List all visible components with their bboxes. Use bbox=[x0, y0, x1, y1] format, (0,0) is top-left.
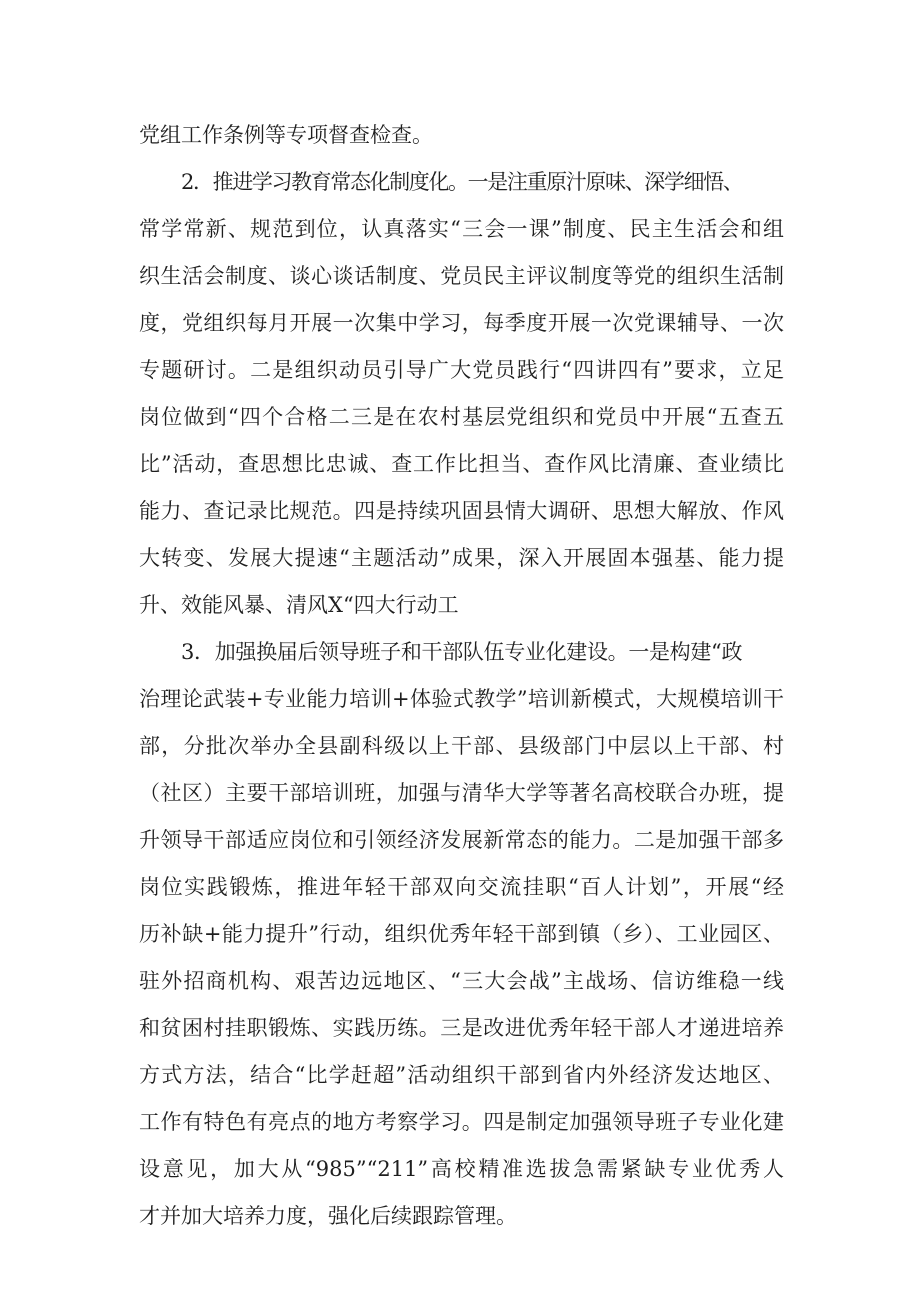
text-line: 能力、查记录比规范。四是持续巩固县情大调研、思想大解放、作风 bbox=[139, 499, 784, 523]
text-line: 大转变、发展大提速“主题活动”成果，深入开展固本强基、能力提 bbox=[139, 546, 784, 570]
text-line: 3．加强换届后领导班子和干部队伍专业化建设。一是构建“政 bbox=[181, 640, 743, 664]
text-line: 党组工作条例等专项督查检查。 bbox=[139, 123, 433, 147]
text-line: 工作有特色有亮点的地方考察学习。四是制定加强领导班子专业化建 bbox=[139, 1110, 784, 1134]
text-line: 方式方法，结合“比学赶超”活动组织干部到省内外经济发达地区、 bbox=[139, 1063, 784, 1087]
text-line: 专题研讨。二是组织动员引导广大党员践行“四讲四有”要求，立足 bbox=[139, 358, 784, 382]
text-line: 岗位做到“四个合格二三是在农村基层党组织和党员中开展“五查五 bbox=[139, 405, 784, 429]
document-body bbox=[139, 112, 784, 1240]
text-line: 常学常新、规范到位，认真落实“三会一课”制度、民主生活会和组 bbox=[139, 217, 784, 241]
text-line: 度，党组织每月开展一次集中学习，每季度开展一次党课辅导、一次 bbox=[139, 311, 784, 335]
text-line: 部，分批次举办全县副科级以上干部、县级部门中层以上干部、村 bbox=[139, 734, 784, 758]
text-line: 驻外招商机构、艰苦边远地区、“三大会战”主战场、信访维稳一线 bbox=[139, 969, 784, 993]
text-line: 岗位实践锻炼，推进年轻干部双向交流挂职“百人计划”，开展“经 bbox=[139, 875, 784, 899]
text-line: 历补缺+能力提升”行动，组织优秀年轻干部到镇（乡）、工业园区、 bbox=[139, 922, 784, 946]
text-line: 2．推进学习教育常态化制度化。一是注重原汁原味、深学细悟、 bbox=[181, 170, 743, 194]
text-line: 和贫困村挂职锻炼、实践历练。三是改进优秀年轻干部人才递进培养 bbox=[139, 1016, 784, 1040]
text-line: 设意见，加大从“985”“211”高校精准选拔急需紧缺专业优秀人 bbox=[139, 1157, 784, 1181]
text-line: 织生活会制度、谈心谈话制度、党员民主评议制度等党的组织生活制 bbox=[139, 264, 784, 288]
text-line: 比”活动，查思想比忠诚、查工作比担当、查作风比清廉、查业绩比 bbox=[139, 452, 784, 476]
text-line: 升领导干部适应岗位和引领经济发展新常态的能力。二是加强干部多 bbox=[139, 828, 784, 852]
text-line: 升、效能风暴、清风X“四大行动工 bbox=[139, 593, 459, 617]
text-line: 治理论武装+专业能力培训+体验式教学”培训新模式，大规模培训干 bbox=[139, 687, 784, 711]
text-line: （社区）主要干部培训班，加强与清华大学等著名高校联合办班，提 bbox=[139, 781, 784, 805]
text-line: 才并加大培养力度，强化后续跟踪管理。 bbox=[139, 1204, 517, 1228]
